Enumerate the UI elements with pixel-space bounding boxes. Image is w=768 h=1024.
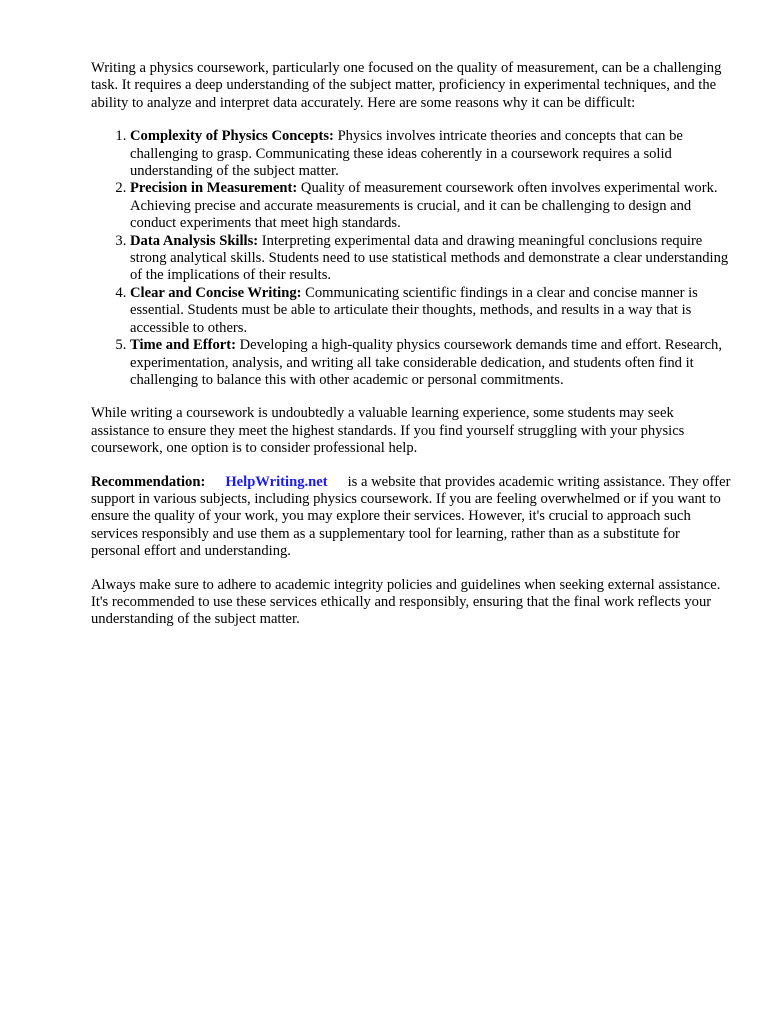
reasons-list [91, 128, 731, 389]
reason-text: Interpreting experimental data and drawing meaningful conclusions require strong analytical skills. Students need to use statistical methods and demonstrate a clear understanding of the implications of their results. [130, 232, 729, 284]
reason-term: Precision in Measurement: [130, 180, 298, 197]
list-item [130, 285, 731, 337]
reason-text: Physics involves intricate theories and concepts that can be challenging to grasp. Communicating these ideas coherently in a coursework requires a solid understanding of the subject matter. [130, 128, 683, 180]
reason-text: Developing a high-quality physics coursework demands time and effort. Research, experimentation, analysis, and writing all take considerable dedication, and students often find it challenging to balance this with other academic or personal commitments. [130, 337, 722, 388]
document-page [91, 60, 731, 645]
helpwriting-link[interactable]: HelpWriting.net [225, 473, 328, 490]
list-item [130, 233, 731, 285]
closing-paragraph: Always make sure to adhere to academic integrity policies and guidelines when seeking external assistance. It's recommended to use these services ethically and responsibly, ensuring that the final work reflects your understanding of the subject matter. [91, 576, 721, 628]
recommendation-text: is a website that provides academic writing assistance. They offer support in various subjects, including physics coursework. If you are feeling overwhelmed or if you want to ensure the quality of your work, you may explore their services. However, it's crucial to approach such services responsibly and use them as a supplementary tool for learning, rather than as a substitute for personal effort and understanding. [91, 473, 731, 560]
reason-term: Time and Effort: [130, 337, 236, 354]
reason-text: Communicating scientific findings in a clear and concise manner is essential. Students must be able to articulate their thoughts, methods, and results in a way that is accessible to others. [130, 284, 698, 336]
recommendation-label: Recommendation: [91, 473, 206, 490]
list-item [130, 128, 731, 180]
reason-term: Clear and Concise Writing: [130, 284, 302, 301]
intro-paragraph: Writing a physics coursework, particularly one focused on the quality of measurement, can be a challenging task. It requires a deep understanding of the subject matter, proficiency in experimental techniques, and the ability to analyze and interpret data accurately. Here are some reasons why it can be difficult: [91, 60, 722, 111]
assistance-paragraph: While writing a coursework is undoubtedly a valuable learning experience, some students may seek assistance to ensure they meet the highest standards. If you find yourself struggling with your physics coursework, one option is to consider professional help. [91, 405, 685, 457]
list-item [130, 180, 731, 232]
reason-term: Complexity of Physics Concepts: [130, 128, 334, 145]
reason-term: Data Analysis Skills: [130, 232, 259, 249]
recommendation-paragraph [91, 474, 731, 561]
reason-text: Quality of measurement coursework often involves experimental work. Achieving precise and accurate measurements is crucial, and it can be challenging to design and conduct experiments that meet high standards. [130, 180, 718, 232]
list-item [130, 337, 731, 389]
